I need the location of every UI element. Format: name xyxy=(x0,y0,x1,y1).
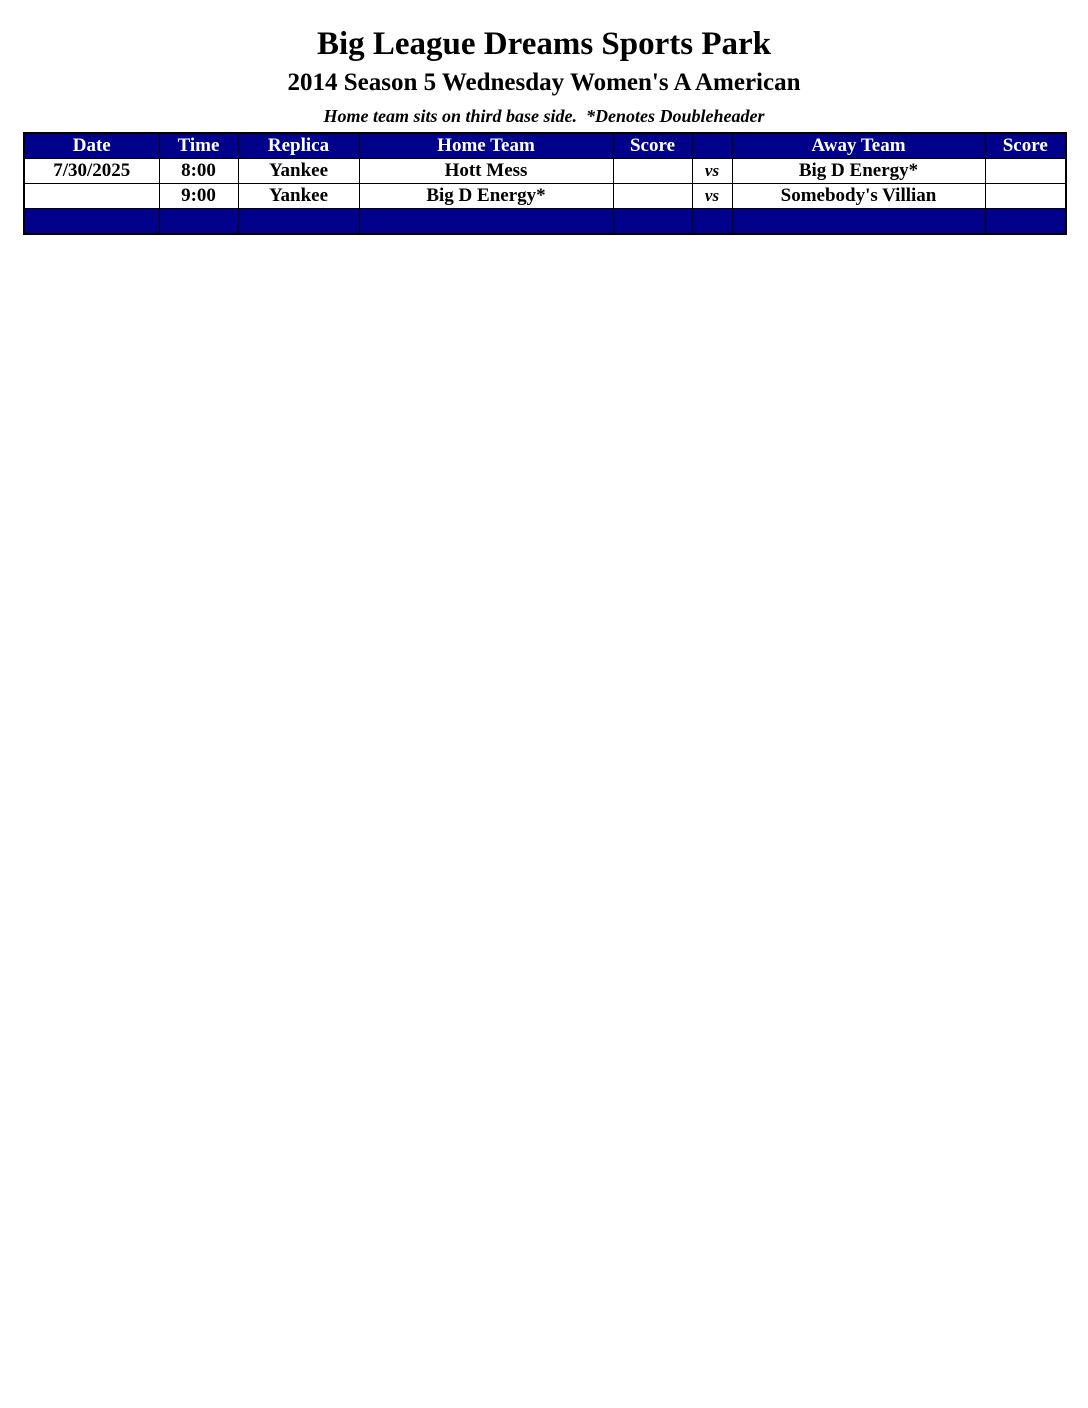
game-time: 9:00 xyxy=(159,184,238,209)
footer-cell xyxy=(359,209,613,235)
footer-cell xyxy=(238,209,359,235)
column-header-vs xyxy=(692,133,732,159)
schedule-table xyxy=(23,132,1067,235)
home-score xyxy=(613,184,692,209)
home-team: Hott Mess xyxy=(359,159,613,184)
page-subtitle: 2014 Season 5 Wednesday Women's A American xyxy=(287,69,801,96)
footer-cell xyxy=(692,209,732,235)
footer-cell xyxy=(985,209,1066,235)
table-row xyxy=(24,159,1066,184)
table-row xyxy=(24,184,1066,209)
table-footer-row xyxy=(24,209,1066,235)
column-header-time: Time xyxy=(159,133,238,159)
game-time: 8:00 xyxy=(159,159,238,184)
home-team: Big D Energy* xyxy=(359,184,613,209)
table-header-row xyxy=(24,133,1066,159)
footer-cell xyxy=(613,209,692,235)
away-team: Somebody's Villian xyxy=(732,184,985,209)
column-header-away-score: Score xyxy=(985,133,1066,159)
column-header-home-score: Score xyxy=(613,133,692,159)
footer-cell xyxy=(732,209,985,235)
footer-cell xyxy=(24,209,159,235)
column-header-away-team: Away Team xyxy=(732,133,985,159)
column-header-date: Date xyxy=(24,133,159,159)
column-header-replica: Replica xyxy=(238,133,359,159)
away-score xyxy=(985,159,1066,184)
game-field: Yankee xyxy=(238,159,359,184)
page-title: Big League Dreams Sports Park xyxy=(316,26,772,62)
column-header-home-team: Home Team xyxy=(359,133,613,159)
footer-cell xyxy=(159,209,238,235)
game-date xyxy=(24,184,159,209)
game-field: Yankee xyxy=(238,184,359,209)
home-score xyxy=(613,159,692,184)
versus-label: vs xyxy=(692,184,732,209)
versus-label: vs xyxy=(692,159,732,184)
doubleheader-note: Home team sits on third base side. *Denotes Doubleheader xyxy=(323,106,765,126)
game-date: 7/30/2025 xyxy=(24,159,159,184)
away-team: Big D Energy* xyxy=(732,159,985,184)
away-score xyxy=(985,184,1066,209)
